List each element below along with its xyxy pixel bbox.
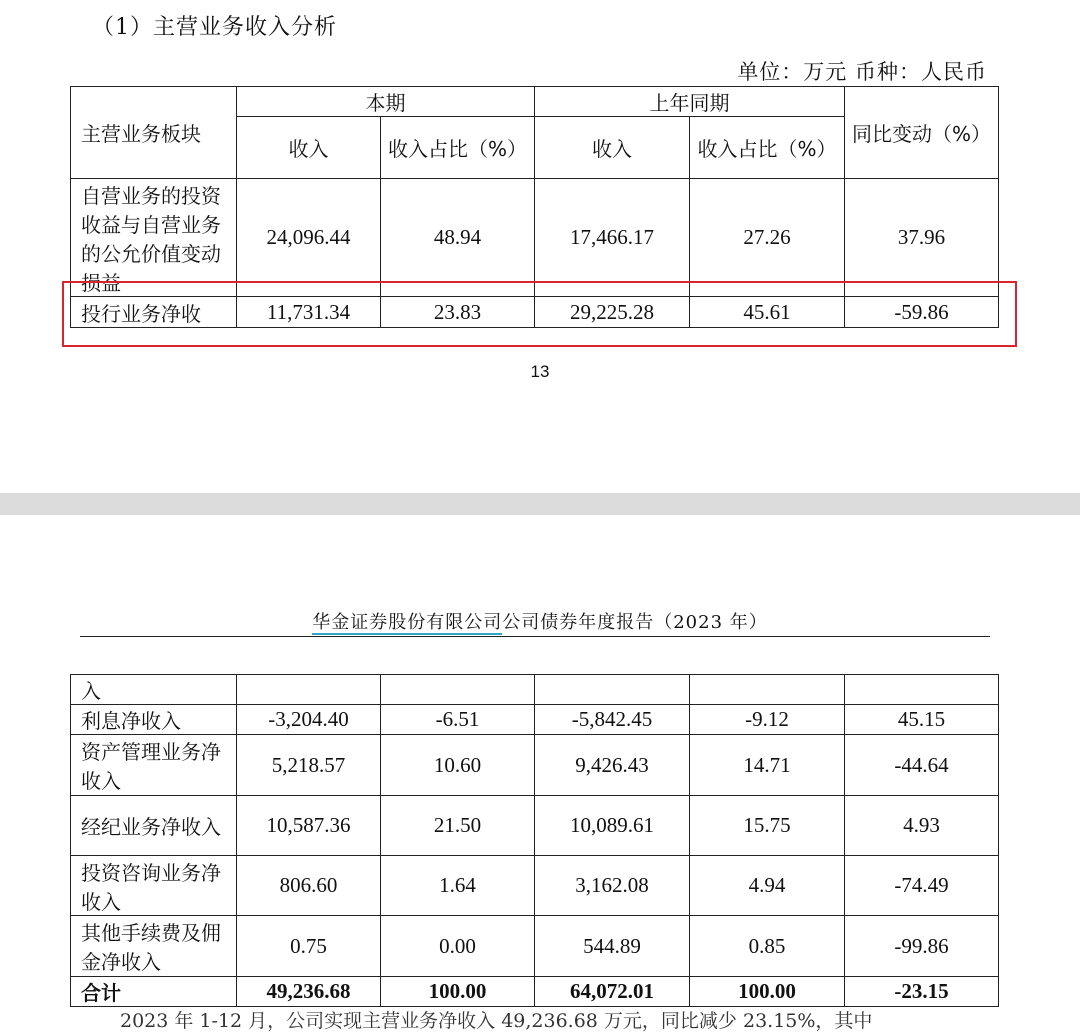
total-current-share: 100.00 (381, 977, 535, 1007)
row-current-share: 0.00 (381, 916, 535, 977)
header-prior-share: 收入占比（%） (690, 117, 845, 179)
row-current-share: 10.60 (381, 735, 535, 796)
row-segment: 经纪业务净收入 (71, 796, 237, 856)
document-header (0, 608, 1080, 634)
row-yoy-change: 45.15 (845, 705, 999, 735)
row-prior-revenue: -5,842.45 (535, 705, 690, 735)
row-current-revenue: 10,587.36 (237, 796, 381, 856)
row-current-revenue (237, 675, 381, 705)
header-rule (80, 636, 990, 637)
row-prior-share (690, 675, 845, 705)
row-current-revenue: 11,731.34 (237, 297, 381, 328)
table-row (71, 796, 999, 856)
table-row (71, 856, 999, 916)
table-row (71, 916, 999, 977)
total-prior-share: 100.00 (690, 977, 845, 1007)
table-row (71, 705, 999, 735)
row-prior-share: 4.94 (690, 856, 845, 916)
row-segment: 投行业务净收 (71, 297, 237, 328)
row-prior-share: 14.71 (690, 735, 845, 796)
total-current-revenue: 49,236.68 (237, 977, 381, 1007)
row-prior-revenue: 544.89 (535, 916, 690, 977)
row-segment: 其他手续费及佣金净收入 (71, 916, 237, 977)
row-segment: 投资咨询业务净收入 (71, 856, 237, 916)
row-yoy-change: -99.86 (845, 916, 999, 977)
table-row (71, 179, 999, 297)
company-name: 华金证券股份有限公司 (312, 612, 503, 633)
row-yoy-change: 37.96 (845, 179, 999, 297)
row-prior-share: 15.75 (690, 796, 845, 856)
row-current-share: 1.64 (381, 856, 535, 916)
row-segment: 入 (71, 675, 237, 705)
row-yoy-change: -59.86 (845, 297, 999, 328)
total-label: 合计 (71, 977, 237, 1007)
row-yoy-change: -44.64 (845, 735, 999, 796)
row-current-revenue: 806.60 (237, 856, 381, 916)
row-prior-revenue: 3,162.08 (535, 856, 690, 916)
row-current-share (381, 675, 535, 705)
total-prior-revenue: 64,072.01 (535, 977, 690, 1007)
report-title: 公司债券年度报告（2023 年） (502, 612, 768, 633)
row-prior-revenue: 29,225.28 (535, 297, 690, 328)
row-segment: 利息净收入 (71, 705, 237, 735)
row-prior-share: 45.61 (690, 297, 845, 328)
row-current-revenue: -3,204.40 (237, 705, 381, 735)
row-prior-share: 27.26 (690, 179, 845, 297)
header-yoy-change: 同比变动（%） (845, 87, 999, 179)
row-prior-revenue: 10,089.61 (535, 796, 690, 856)
header-prior-revenue: 收入 (535, 117, 690, 179)
table-row (71, 735, 999, 796)
row-current-share: 21.50 (381, 796, 535, 856)
row-prior-share: 0.85 (690, 916, 845, 977)
row-current-share: 48.94 (381, 179, 535, 297)
total-row (71, 977, 999, 1007)
row-segment: 资产管理业务净收入 (71, 735, 237, 796)
unit-note: 单位：万元 币种：人民币 (737, 60, 987, 84)
row-yoy-change: -74.49 (845, 856, 999, 916)
header-segment: 主营业务板块 (71, 87, 237, 179)
row-current-share: -6.51 (381, 705, 535, 735)
header-prior-period: 上年同期 (535, 87, 845, 117)
row-prior-revenue: 17,466.17 (535, 179, 690, 297)
revenue-table-bottom (70, 674, 999, 1007)
row-current-share: 23.83 (381, 297, 535, 328)
total-yoy-change: -23.15 (845, 977, 999, 1007)
row-current-revenue: 0.75 (237, 916, 381, 977)
row-prior-share: -9.12 (690, 705, 845, 735)
section-title: （1）主营业务收入分析 (92, 15, 337, 40)
table-row (71, 675, 999, 705)
row-prior-revenue: 9,426.43 (535, 735, 690, 796)
page-gap (0, 493, 1080, 515)
page-number: 13 (530, 362, 550, 381)
row-current-revenue: 24,096.44 (237, 179, 381, 297)
row-prior-revenue (535, 675, 690, 705)
row-current-revenue: 5,218.57 (237, 735, 381, 796)
cut-off-paragraph: 2023 年 1-12 月，公司实现主营业务净收入 49,236.68 万元，同比减少 23.15%，其中 (120, 1010, 873, 1032)
row-yoy-change (845, 675, 999, 705)
row-yoy-change: 4.93 (845, 796, 999, 856)
header-current-period: 本期 (237, 87, 535, 117)
highlight-box (62, 281, 1017, 347)
header-current-revenue: 收入 (237, 117, 381, 179)
row-segment: 自营业务的投资收益与自营业务的公允价值变动损益 (71, 179, 237, 297)
header-current-share: 收入占比（%） (381, 117, 535, 179)
